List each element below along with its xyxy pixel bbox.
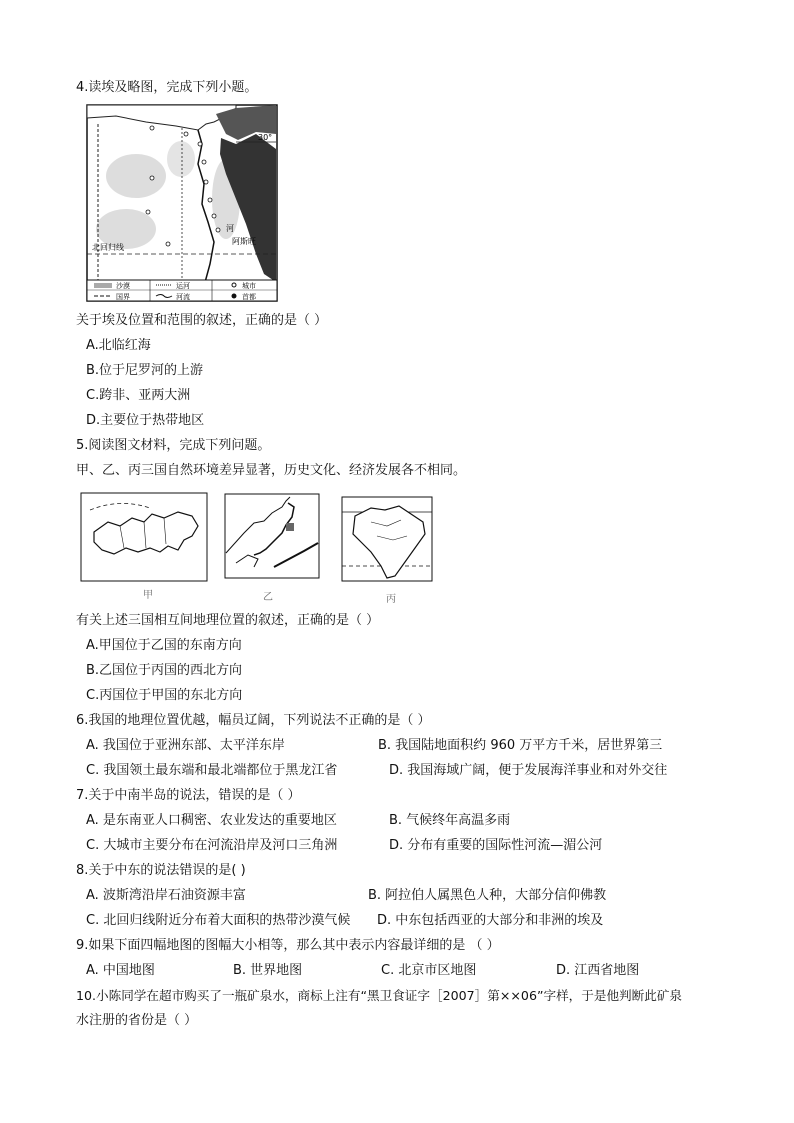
city-label: 阿斯旺 [232,237,256,246]
tropic-label: 北回归线 [92,243,124,252]
q4-option-b[interactable]: B.位于尼罗河的上游 [86,363,204,378]
egypt-map [86,104,278,302]
map-jia [80,492,208,582]
q6-option-a[interactable]: A. 我国位于亚洲东部、太平洋东岸 [86,738,285,753]
caption-bing: 丙 [386,594,396,605]
q7-option-b[interactable]: B. 气候终年高温多雨 [389,813,511,828]
q8-stem: 8.关于中东的说法错误的是( ) [76,863,246,878]
q8-option-a[interactable]: A. 波斯湾沿岸石油资源丰富 [86,888,246,903]
q4-option-c[interactable]: C.跨非、亚两大洲 [86,388,191,403]
q9-option-b[interactable]: B. 世界地图 [233,963,303,978]
q9-option-c[interactable]: C. 北京市区地图 [381,963,477,978]
q9-stem: 9.如果下面四幅地图的图幅大小相等，那么其中表示内容最详细的是 （ ） [76,938,500,953]
legend-desert: 沙漠 [116,282,130,290]
q5-question: 有关上述三国相互间地理位置的叙述，正确的是（ ） [76,613,380,628]
q7-option-c[interactable]: C. 大城市主要分布在河流沿岸及河口三角洲 [86,838,338,853]
q8-option-d[interactable]: D. 中东包括西亚的大部分和非洲的埃及 [377,913,604,928]
caption-yi: 乙 [263,592,273,603]
caption-jia: 甲 [143,590,153,601]
legend-capital: 首都 [242,293,256,301]
map-bing [341,496,433,582]
map-yi [224,493,320,579]
legend-border: 国界 [116,293,130,301]
q7-option-a[interactable]: A. 是东南亚人口稠密、农业发达的重要地区 [86,813,337,828]
q4-question: 关于埃及位置和范围的叙述，正确的是（ ） [76,313,328,328]
lat-30-label: 30° [258,133,273,142]
legend-canal: 运河 [176,282,190,290]
q6-stem: 6.我国的地理位置优越，幅员辽阔，下列说法不正确的是（ ） [76,713,431,728]
q7-stem: 7.关于中南半岛的说法，错误的是（ ） [76,788,301,803]
q10-line2: 水注册的省份是（ ） [76,1013,198,1028]
q5-option-b[interactable]: B.乙国位于丙国的西北方向 [86,663,243,678]
q9-option-d[interactable]: D. 江西省地图 [556,963,640,978]
q8-option-c[interactable]: C. 北回归线附近分布着大面积的热带沙漠气候 [86,913,351,928]
q8-option-b[interactable]: B. 阿拉伯人属黑色人种，大部分信仰佛教 [368,888,607,903]
q9-option-a[interactable]: A. 中国地图 [86,963,155,978]
q4-option-a[interactable]: A.北临红海 [86,338,151,353]
q4-option-d[interactable]: D.主要位于热带地区 [86,413,205,428]
q6-option-b[interactable]: B. 我国陆地面积约 960 万平方千米，居世界第三 [378,738,663,753]
q5-option-c[interactable]: C.丙国位于甲国的东北方向 [86,688,243,703]
legend-city: 城市 [242,282,256,290]
q5-option-a[interactable]: A.甲国位于乙国的东南方向 [86,638,242,653]
river-char-label: 河 [226,224,234,233]
legend-river: 河流 [176,293,190,301]
q7-option-d[interactable]: D. 分布有重要的国际性河流—湄公河 [389,838,603,853]
q6-option-d[interactable]: D. 我国海域广阔，便于发展海洋事业和对外交往 [389,763,668,778]
q10-line1: 10.小陈同学在超市购买了一瓶矿泉水，商标上注有“黑卫食证字［2007］第××06”字样，于是他判断此矿泉 [76,988,683,1003]
q5-intro: 甲、乙、丙三国自然环境差异显著，历史文化、经济发展各不相同。 [76,463,467,478]
q5-stem: 5.阅读图文材料，完成下列问题。 [76,438,271,453]
q6-option-c[interactable]: C. 我国领土最东端和最北端都位于黑龙江省 [86,763,338,778]
q4-stem: 4.读埃及略图，完成下列小题。 [76,80,258,95]
